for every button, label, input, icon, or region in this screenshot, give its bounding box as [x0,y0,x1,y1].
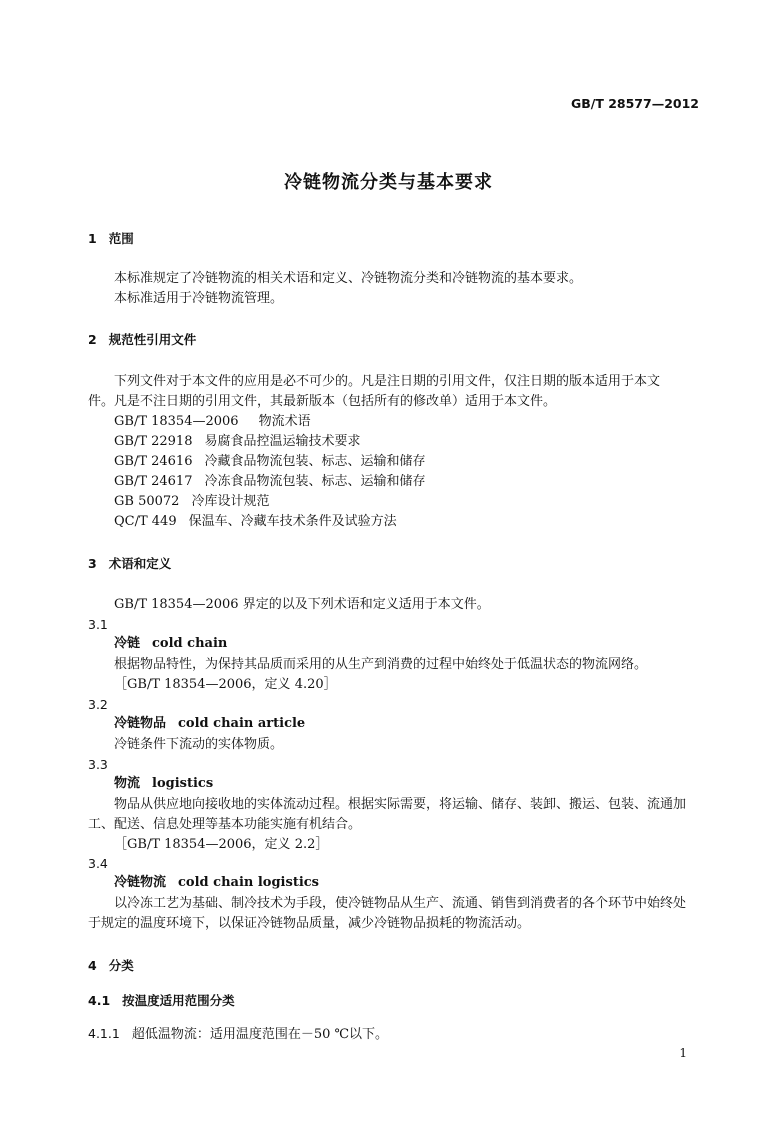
section-4-heading [88,957,134,975]
reference-name: 易腐食品控温运输技术要求 [204,434,361,449]
term-definition: 于规定的温度环境下，以保证冷链物品质量，减少冷链物品损耗的物流活动。 [88,916,531,931]
section-1-heading [88,230,134,248]
reference-code: GB/T 24617 [114,474,193,489]
section-2-heading [88,331,196,349]
section-title: 术语和定义 [108,556,172,571]
term-heading [114,715,305,733]
reference-code: GB 50072 [114,494,180,509]
reference-item [114,493,269,511]
reference-name: 冷库设计规范 [191,494,270,509]
term-zh: 冷链物流 [114,875,167,890]
term-definition: 冷链条件下流动的实体物质。 [114,737,284,752]
term-definition: 以冷冻工艺为基础、制冷技术为手段，使冷链物品从生产、流通、销售到消费者的各个环节中始终处 [114,896,687,911]
section-number: 2 [88,332,97,347]
section-title: 范围 [108,231,134,246]
document-title: 冷链物流分类与基本要求 [284,172,493,193]
section-title: 分类 [108,958,134,973]
reference-name: 冷冻食品物流包装、标志、运输和储存 [204,474,426,489]
paragraph: 本标准规定了冷链物流的相关术语和定义、冷链物流分类和冷链物流的基本要求。 [114,271,583,286]
term-en: logistics [152,776,214,791]
reference-item [114,453,426,471]
paragraph: 本标准适用于冷链物流管理。 [114,291,284,306]
term-definition: 物品从供应地向接收地的实体流动过程。根据实际需要，将运输、储存、装卸、搬运、包装、流通加 [114,797,687,812]
clause [88,1025,388,1044]
section-number: 1 [88,231,97,246]
term-zh: 冷链物品 [114,716,167,731]
reference-item [114,413,311,431]
subsection-title: 按温度适用范围分类 [122,993,235,1008]
term-zh: 物流 [114,776,141,791]
reference-name: 保温车、冷藏车技术条件及试验方法 [188,514,397,529]
term-number: 3.4 [88,856,108,871]
term-en: cold chain logistics [178,875,319,890]
term-en: cold chain article [178,716,306,731]
term-definition: 根据物品特性，为保持其品质而采用的从生产到消费的过程中始终处于低温状态的物流网络。 [114,657,648,672]
term-zh: 冷链 [114,636,141,651]
reference-item [114,473,426,491]
section-number: 3 [88,556,97,571]
term-heading [114,635,227,653]
reference-name: 物流术语 [258,414,311,429]
subsection-number: 4.1 [88,993,111,1008]
term-source: ［GB/T 18354—2006，定义 2.2］ [114,837,329,852]
paragraph: GB/T 18354—2006 界定的以及下列术语和定义适用于本文件。 [114,597,490,612]
term-number: 3.2 [88,697,108,712]
term-source: ［GB/T 18354—2006，定义 4.20］ [114,677,337,692]
section-number: 4 [88,958,97,973]
subsection-heading [88,992,235,1010]
reference-code: QC/T 449 [114,514,177,529]
term-number: 3.1 [88,617,108,632]
section-title: 规范性引用文件 [108,332,197,347]
clause-text: 超低温物流：适用温度范围在－50 ℃以下。 [131,1027,389,1042]
standard-code: GB/T 28577—2012 [570,96,699,111]
reference-item [114,433,361,451]
term-heading [114,775,213,793]
paragraph: 件。凡是不注日期的引用文件，其最新版本（包括所有的修改单）适用于本文件。 [88,394,557,409]
term-heading [114,874,319,892]
reference-code: GB/T 24616 [114,454,193,469]
paragraph: 下列文件对于本文件的应用是必不可少的。凡是注日期的引用文件，仅注日期的版本适用于本文 [114,374,661,389]
section-3-heading [88,555,171,573]
reference-item [114,513,397,531]
reference-code: GB/T 18354—2006 [114,414,239,429]
term-en: cold chain [152,636,228,651]
term-number: 3.3 [88,757,108,772]
term-definition: 工、配送、信息处理等基本功能实施有机结合。 [88,817,362,832]
clause-number: 4.1.1 [88,1026,120,1041]
reference-name: 冷藏食品物流包装、标志、运输和储存 [204,454,426,469]
page-number: 1 [679,1046,687,1060]
reference-code: GB/T 22918 [114,434,193,449]
